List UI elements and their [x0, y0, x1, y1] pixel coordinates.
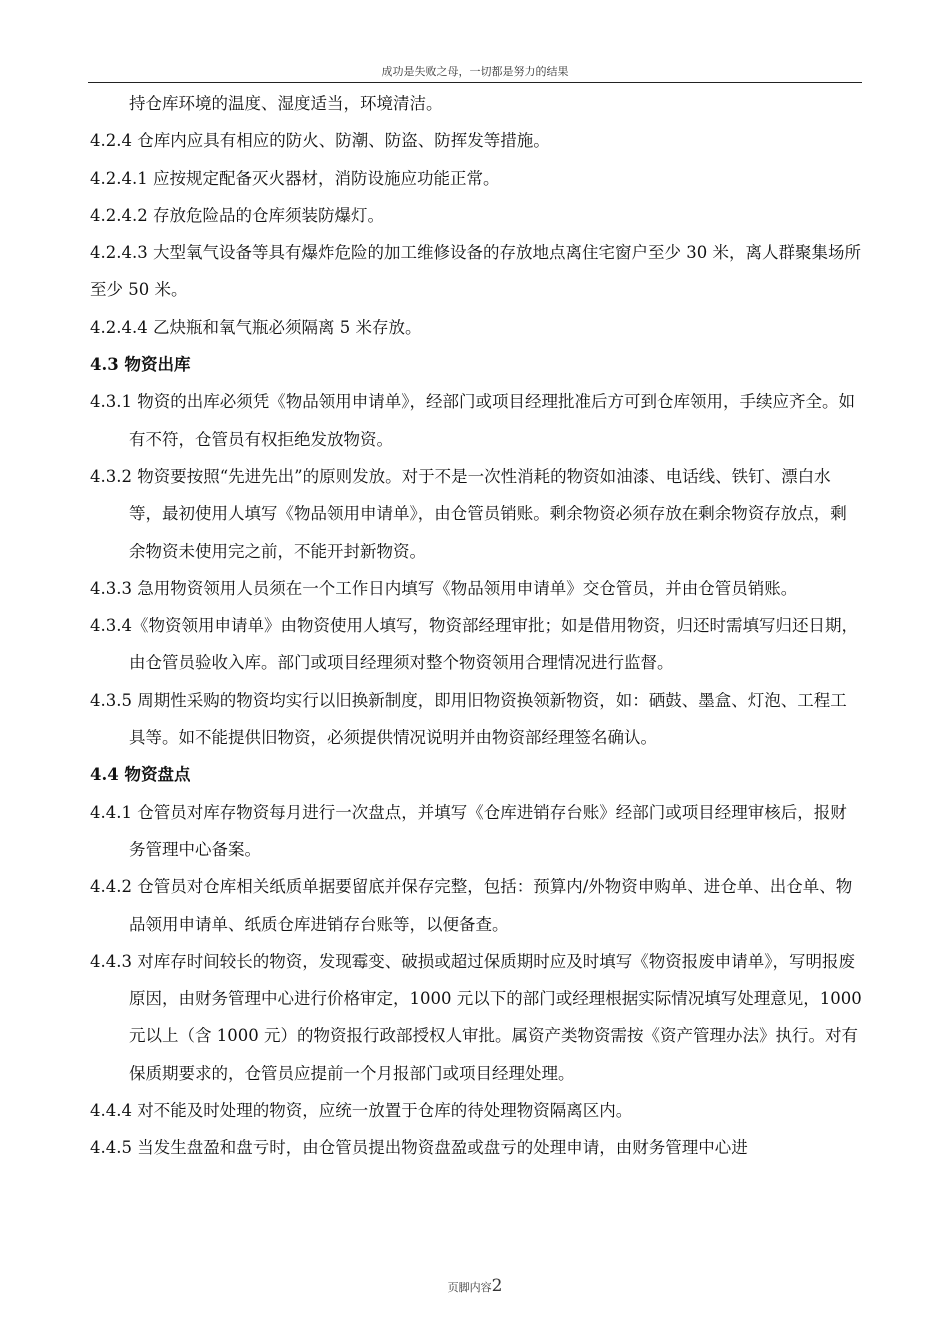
body-paragraph: 4.2.4.1 应按规定配备灭火器材，消防设施应功能正常。	[90, 168, 500, 188]
body-paragraph: 4.3.5 周期性采购的物资均实行以旧换新制度，即用旧物资换领新物资，如：硒鼓、墨盒、灯泡、工程工具等。如不能提供旧物资，必须提供情况说明并由物资部经理签名确认。	[90, 690, 847, 748]
body-paragraph: 4.3.4《物资领用申请单》由物资使用人填写，物资部经理审批；如是借用物资，归还时需填写归还日期，由仓管员验收入库。部门或项目经理须对整个物资领用合理情况进行监督。	[90, 616, 858, 673]
body-paragraph: 4.3.1 物资的出库必须凭《物品领用申请单》，经部门或项目经理批准后方可到仓库领用，手续应齐全。如有不符，仓管员有权拒绝发放物资。	[90, 392, 855, 449]
page-number: 2	[491, 1276, 503, 1296]
section-heading: 4.4 物资盘点	[90, 765, 191, 785]
document-body	[90, 85, 862, 1167]
body-paragraph: 4.4.5 当发生盘盈和盘亏时，由仓管员提出物资盘盈或盘亏的处理申请，由财务管理中心进	[90, 1138, 748, 1158]
body-paragraph: 4.4.4 对不能及时处理的物资，应统一放置于仓库的待处理物资隔离区内。	[90, 1101, 633, 1121]
body-paragraph: 4.3.3 急用物资领用人员须在一个工作日内填写《物品领用申请单》交仓管员，并由仓管员销账。	[90, 578, 798, 598]
body-paragraph: 4.2.4.2 存放危险品的仓库须装防爆灯。	[90, 205, 384, 225]
page-footer	[0, 1276, 950, 1296]
body-paragraph: 4.3.2 物资要按照“先进先出”的原则发放。对于不是一次性消耗的物资如油漆、电话线、铁钉、漂白水等，最初使用人填写《物品领用申请单》，由仓管员销账。剩余物资必须存放在剩余物资存放点，剩余物资未使用完之前，不能开封新物资。	[90, 466, 847, 561]
page-header: 成功是失败之母，一切都是努力的结果	[88, 64, 862, 83]
footer-label: 页脚内容	[447, 1281, 492, 1294]
body-paragraph: 4.4.3 对库存时间较长的物资，发现霉变、破损或超过保质期时应及时填写《物资报废申请单》，写明报废原因，由财务管理中心进行价格审定，1000 元以下的部门或经理根据实际情况填写处理意见，1000 元以上（含 1000 元）的物资报行政部授权人审批。属资产类物资需按《资产管理办法》执行。对有保质期要求的，仓管员应提前一个月报部门或项目经理处理。	[90, 951, 862, 1083]
body-paragraph: 4.2.4.4 乙炔瓶和氧气瓶必须隔离 5 米存放。	[90, 317, 422, 337]
body-paragraph: 4.4.1 仓管员对库存物资每月进行一次盘点，并填写《仓库进销存台账》经部门或项目经理审核后，报财务管理中心备案。	[90, 802, 847, 859]
body-paragraph: 4.2.4 仓库内应具有相应的防火、防潮、防盗、防挥发等措施。	[90, 131, 550, 151]
section-heading: 4.3 物资出库	[90, 355, 191, 375]
body-paragraph: 4.2.4.3 大型氧气设备等具有爆炸危险的加工维修设备的存放地点离住宅窗户至少 30 米，离人群聚集场所至少 50 米。	[90, 243, 861, 300]
body-paragraph: 持仓库环境的温度、湿度适当，环境清洁。	[129, 94, 443, 113]
body-paragraph: 4.4.2 仓管员对仓库相关纸质单据要留底并保存完整，包括：预算内/外物资申购单、进仓单、出仓单、物品领用申请单、纸质仓库进销存台账等，以便备查。	[90, 877, 853, 934]
